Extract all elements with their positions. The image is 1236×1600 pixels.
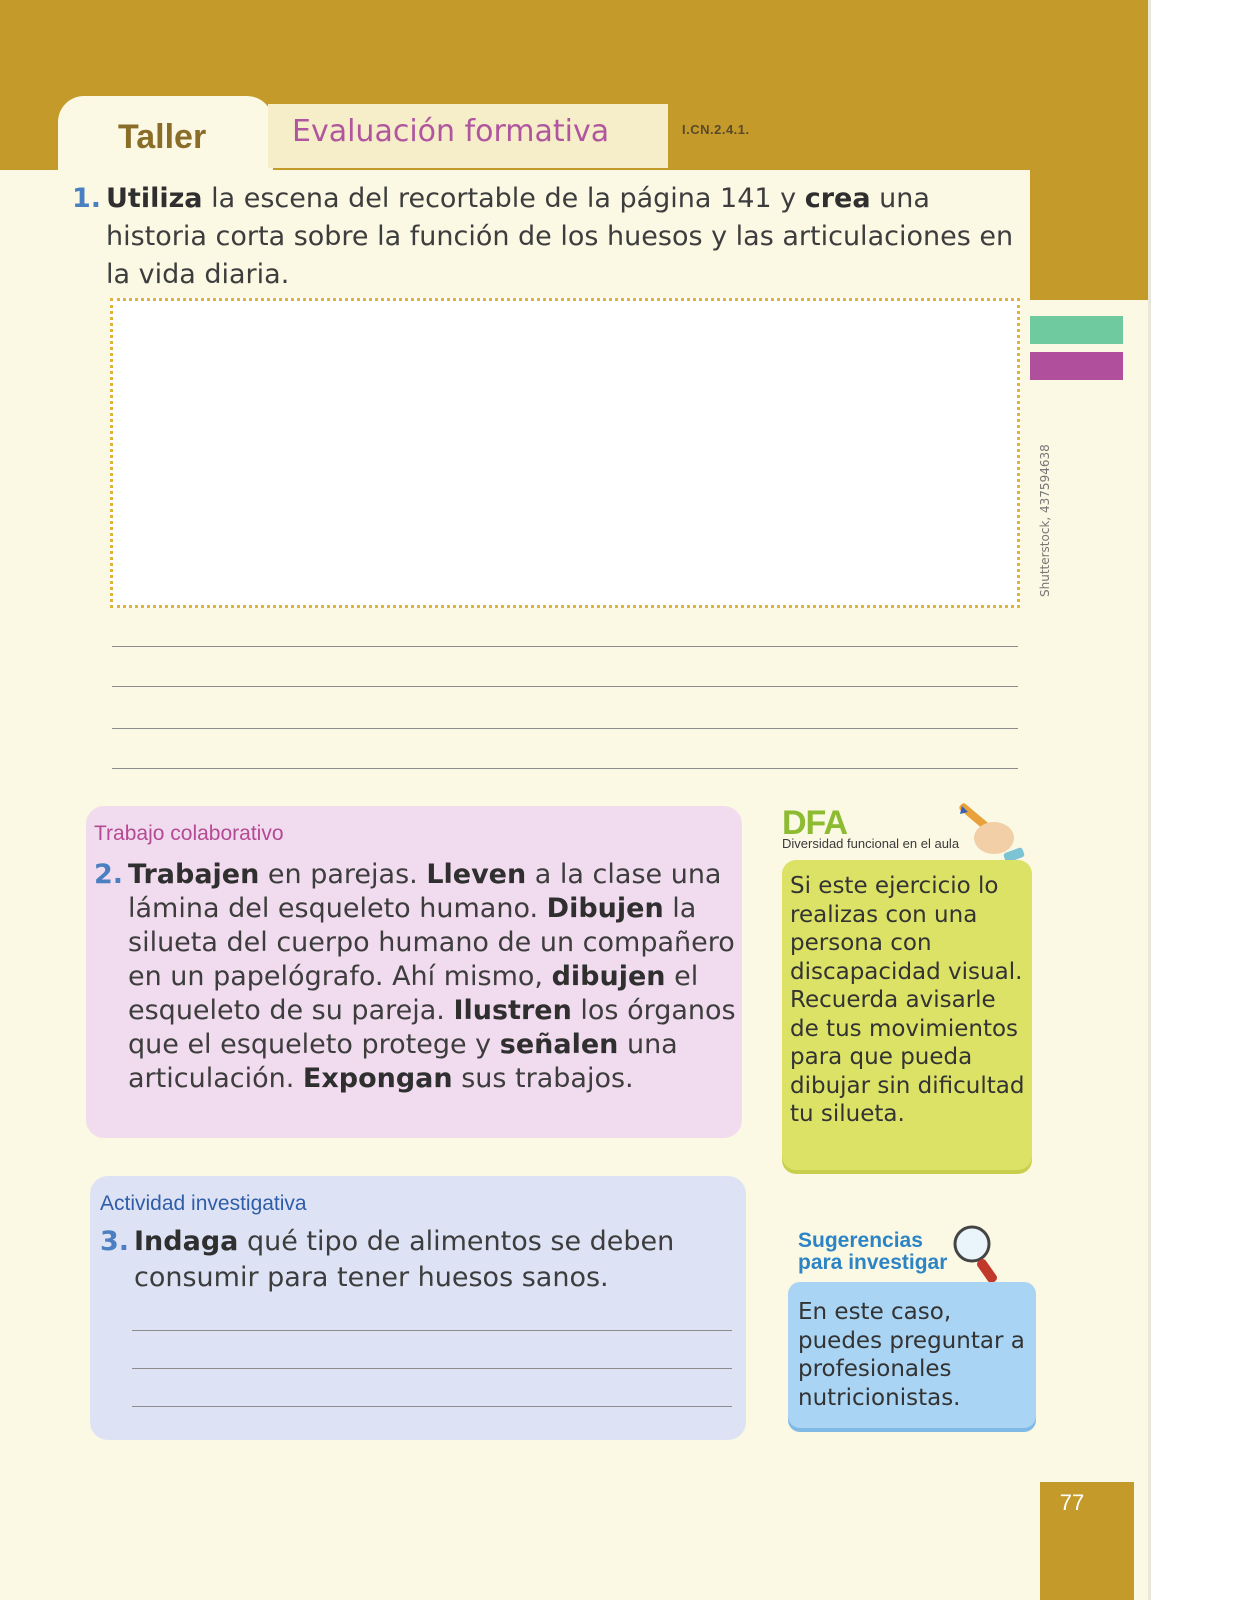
answer-line[interactable] bbox=[112, 728, 1018, 729]
question-number: 3. bbox=[100, 1226, 130, 1257]
question-1 bbox=[72, 180, 1032, 294]
answer-line[interactable] bbox=[132, 1406, 732, 1407]
drawing-area[interactable] bbox=[110, 298, 1020, 608]
answer-line[interactable] bbox=[112, 646, 1018, 647]
question-text-part: una historia corta sobre la función de los huesos y las articulaciones en la vida diaria. bbox=[106, 183, 1014, 290]
scan-margin bbox=[1151, 0, 1236, 1600]
tab-taller-label: Taller bbox=[118, 118, 207, 156]
question-text bbox=[134, 1224, 740, 1296]
magnifier-icon bbox=[950, 1222, 1010, 1288]
question-text-part: en parejas. bbox=[259, 859, 427, 890]
indicator-code: I.CN.2.4.1. bbox=[682, 122, 750, 137]
action-verb: Indaga bbox=[134, 1226, 239, 1257]
question-text-part: una articulación. bbox=[128, 1029, 678, 1094]
question-3 bbox=[100, 1224, 740, 1296]
color-tag-green bbox=[1030, 316, 1123, 344]
dfa-title: DFA bbox=[782, 804, 847, 842]
action-verb: dibujen bbox=[551, 961, 666, 992]
answer-line[interactable] bbox=[112, 768, 1018, 769]
question-number: 1. bbox=[72, 183, 102, 214]
question-text bbox=[128, 858, 744, 1096]
research-activity-title: Actividad investigativa bbox=[100, 1192, 307, 1215]
question-text bbox=[106, 180, 1032, 294]
dfa-text: Si este ejercicio lo realizas con una persona con discapacidad visual. Recuerda avisarle de tus movimientos para que pueda dibujar sin dificultad tu silueta. bbox=[790, 873, 1025, 1127]
suggestions-text: En este caso, puedes preguntar a profesionales nutricionistas. bbox=[798, 1299, 1025, 1411]
tab-evaluacion-label: Evaluación formativa bbox=[292, 114, 610, 149]
action-verb: Lleven bbox=[426, 859, 527, 890]
answer-line[interactable] bbox=[132, 1368, 732, 1369]
suggestions-title: Sugerencias para investigar bbox=[798, 1229, 948, 1274]
action-verb: Utiliza bbox=[106, 183, 203, 214]
action-verb: crea bbox=[804, 183, 871, 214]
question-text-part: a la clase una lámina del esqueleto humano. bbox=[128, 859, 722, 924]
action-verb: señalen bbox=[499, 1029, 619, 1060]
action-verb: Trabajen bbox=[128, 859, 260, 890]
question-text-part: la escena del recortable de la página 141 y bbox=[202, 183, 805, 214]
page-number: 77 bbox=[1059, 1490, 1085, 1515]
question-text-part: la silueta del cuerpo humano de un compañero en un papelógrafo. Ahí mismo, bbox=[128, 893, 735, 992]
color-tag-magenta bbox=[1030, 352, 1123, 380]
action-verb: Dibujen bbox=[546, 893, 664, 924]
question-text-part: sus trabajos. bbox=[452, 1063, 634, 1094]
question-text-part: el esqueleto de su pareja. bbox=[128, 961, 699, 1026]
answer-line[interactable] bbox=[112, 686, 1018, 687]
image-credit-text: Shutterstock, 437594638 bbox=[1038, 444, 1052, 597]
question-2 bbox=[94, 858, 744, 1096]
collaborative-work-title: Trabajo colaborativo bbox=[94, 822, 284, 845]
right-margin bbox=[1040, 300, 1148, 1600]
dfa-subtitle: Diversidad funcional en el aula bbox=[782, 836, 960, 851]
action-verb: Expongan bbox=[302, 1063, 453, 1094]
answer-line[interactable] bbox=[132, 1330, 732, 1331]
question-number: 2. bbox=[94, 859, 124, 890]
question-text-part: qué tipo de alimentos se deben consumir para tener huesos sanos. bbox=[134, 1226, 675, 1293]
question-text-part: los órganos que el esqueleto protege y bbox=[128, 995, 736, 1060]
action-verb: Ilustren bbox=[453, 995, 572, 1026]
image-credit bbox=[1025, 440, 1052, 600]
